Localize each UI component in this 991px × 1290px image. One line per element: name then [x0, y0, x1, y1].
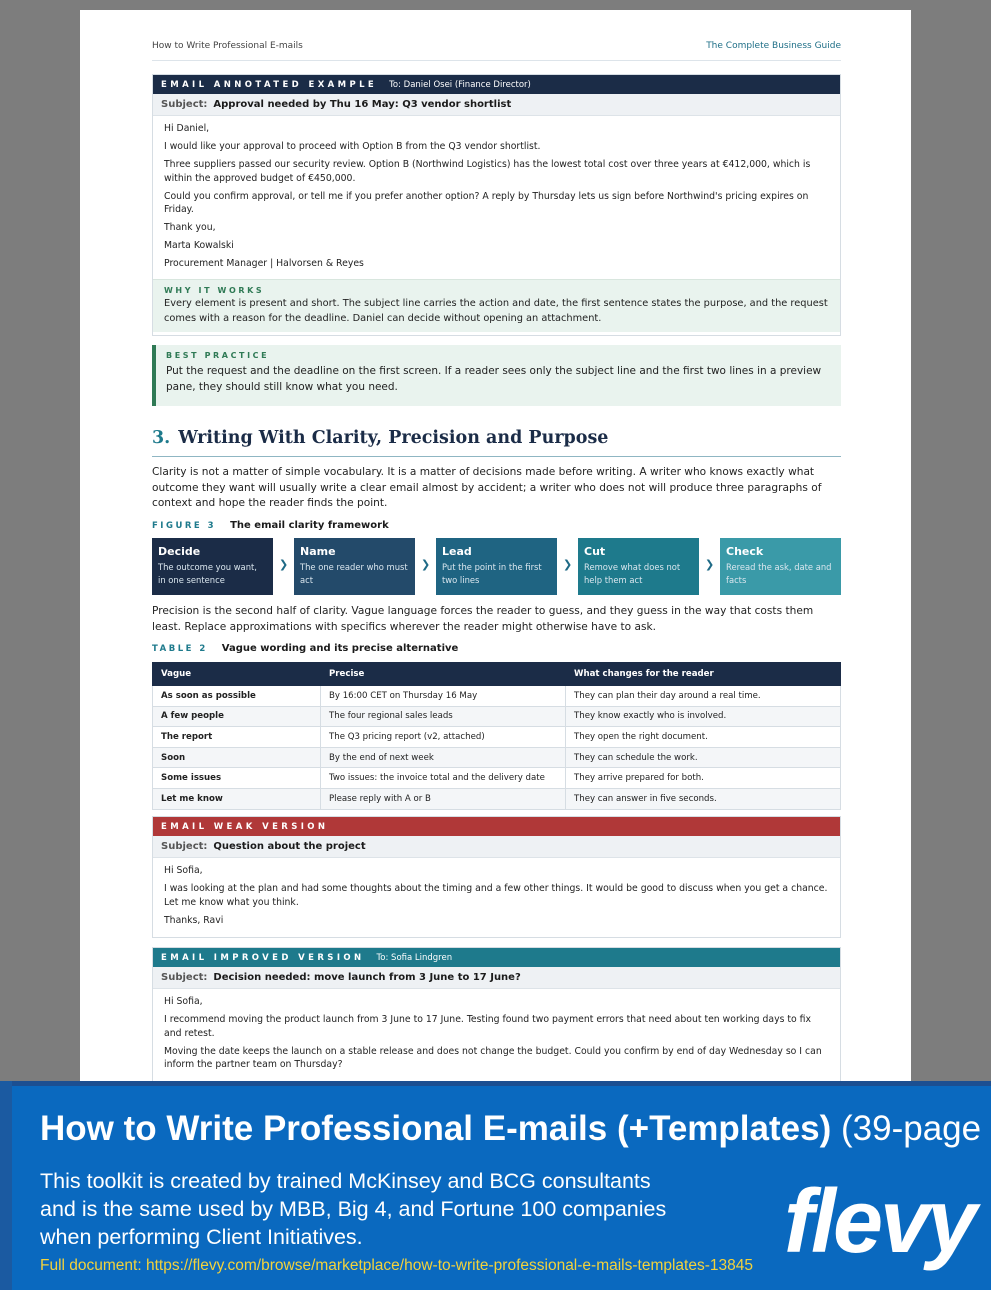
cell-reader-change: They open the right document. — [566, 727, 841, 748]
email-line: Moving the date keeps the launch on a stable release and does not change the budget. Could you confirm by end of day Wednesday so I can inform the partner team on Thursday? — [164, 1045, 822, 1070]
improved-email-card — [152, 947, 841, 1090]
framework-step-decide — [152, 538, 273, 595]
step-name: Name — [300, 545, 336, 558]
table-header-row — [153, 663, 841, 686]
email-recipient: To: Sofia Lindgren — [376, 952, 453, 963]
email-tag: EMAIL ANNOTATED EXAMPLE — [161, 79, 378, 90]
email-line: I recommend moving the product launch from 3 June to 17 June. Testing found two payment errors that need about ten working days to fix and retest. — [164, 1014, 812, 1039]
subject-label: Subject: — [161, 841, 208, 852]
table-caption — [152, 643, 458, 654]
chevron-right-icon: ❯ — [279, 558, 289, 571]
step-description: Put the point in the first two lines — [442, 562, 542, 585]
clarity-framework — [152, 538, 841, 595]
email-line: I would like your approval to proceed with Option B from the Q3 vendor shortlist. — [164, 141, 541, 152]
email-line: Three suppliers passed our security review. Option B (Northwind Logistics) has the lowest total cost over three years at €412,000, which is within the approved budget of €450,000. — [164, 159, 811, 184]
cell-vague: A few people — [153, 706, 321, 727]
table-row — [153, 727, 841, 748]
step-name: Cut — [584, 545, 606, 558]
email-tag: EMAIL IMPROVED VERSION — [161, 952, 365, 963]
why-it-works-label: WHY IT WORKS — [164, 286, 265, 295]
table-row — [153, 747, 841, 768]
email-body — [153, 989, 840, 1080]
step-description: The outcome you want, in one sentence — [158, 562, 257, 585]
cell-precise: By the end of next week — [321, 747, 566, 768]
improved-email-header — [153, 948, 840, 967]
email-subject-row — [153, 836, 840, 858]
email-signature-name: Marta Kowalski — [164, 240, 234, 251]
subject-label: Subject: — [161, 972, 208, 983]
running-header — [152, 41, 841, 61]
banner-title-main: How to Write Professional E-mails (+Templates) — [40, 1109, 832, 1148]
framework-step-check — [720, 538, 841, 595]
cell-precise: The four regional sales leads — [321, 706, 566, 727]
section-heading — [152, 428, 841, 457]
why-it-works-text: Every element is present and short. The subject line carries the action and date, the first sentence states the purpose, and the request comes with a reason for the deadline. Daniel can decide without opening an attachment. — [164, 298, 828, 324]
cell-precise: By 16:00 CET on Thursday 16 May — [321, 686, 566, 707]
cell-reader-change: They can schedule the work. — [566, 747, 841, 768]
paragraph-clarity: Clarity is not a matter of simple vocabulary. It is a matter of decisions made before writing. A writer who knows exactly what outcome they want will usually write a clear email almost by accident; a writer who does not will produce three paragraphs of context and hope the reader finds the point. — [152, 466, 822, 509]
cell-vague: Soon — [153, 747, 321, 768]
step-description: The one reader who must act — [300, 562, 408, 585]
framework-step-cut — [578, 538, 699, 595]
figure-title: The email clarity framework — [230, 520, 389, 531]
email-subject-row — [153, 94, 840, 116]
framework-step-lead — [436, 538, 557, 595]
table-row — [153, 706, 841, 727]
email-greeting: Hi Sofia, — [164, 865, 203, 876]
full-document-link[interactable]: Full document: https://flevy.com/browse/marketplace/how-to-write-professional-e-mails-templates-13845 — [40, 1257, 753, 1274]
cell-reader-change: They can answer in five seconds. — [566, 788, 841, 809]
cell-vague: As soon as possible — [153, 686, 321, 707]
banner-description: This toolkit is created by trained McKinsey and BCG consultants and is the same used by MBB, Big 4, and Fortune 100 companies when performing Client Initiatives. — [40, 1169, 667, 1249]
cell-reader-change: They know exactly who is involved. — [566, 706, 841, 727]
step-name: Lead — [442, 545, 472, 558]
banner-title-pages: (39-page — [840, 1109, 982, 1148]
cell-reader-change: They arrive prepared for both. — [566, 768, 841, 789]
column-header-vague: Vague — [153, 663, 321, 686]
table-row — [153, 686, 841, 707]
subject-text: Approval needed by Thu 16 May: Q3 vendor shortlist — [213, 99, 512, 110]
email-signature-title: Procurement Manager | Halvorsen & Reyes — [164, 258, 364, 269]
table-row — [153, 788, 841, 809]
annotated-email-header — [153, 75, 840, 94]
email-line: I was looking at the plan and had some thoughts about the timing and a few other things. It would be good to discuss when you get a chance. Let me know what you think. — [164, 883, 828, 908]
cell-precise: The Q3 pricing report (v2, attached) — [321, 727, 566, 748]
email-tag: EMAIL WEAK VERSION — [161, 821, 329, 832]
email-signoff: Thanks, Ravi — [164, 914, 224, 926]
step-description: Reread the ask, date and facts — [726, 562, 832, 585]
figure-label: FIGURE 3 — [152, 521, 217, 531]
step-name: Decide — [158, 545, 201, 558]
cell-reader-change: They can plan their day around a real time. — [566, 686, 841, 707]
why-it-works-box — [153, 279, 840, 332]
email-greeting: Hi Sofia, — [164, 996, 203, 1007]
cell-vague: The report — [153, 727, 321, 748]
email-recipient: To: Daniel Osei (Finance Director) — [389, 79, 531, 90]
table-label: TABLE 2 — [152, 644, 208, 654]
framework-step-name — [294, 538, 415, 595]
banner-title — [40, 1109, 981, 1149]
banner-left-edge — [0, 1081, 12, 1290]
weak-email-header — [153, 817, 840, 836]
chevron-right-icon: ❯ — [563, 558, 573, 571]
weak-email-card — [152, 816, 841, 938]
subject-text: Question about the project — [213, 841, 366, 852]
paragraph-precision: Precision is the second half of clarity. Vague language forces the reader to guess, and they guess in the way that costs them least. Replace approximations with specifics wherever the reader might otherwise have to ask. — [152, 605, 814, 633]
email-greeting: Hi Daniel, — [164, 123, 210, 134]
running-header-right: The Complete Business Guide — [706, 41, 841, 51]
cell-precise: Please reply with A or B — [321, 788, 566, 809]
cell-precise: Two issues: the invoice total and the delivery date — [321, 768, 566, 789]
annotated-email-card — [152, 74, 841, 336]
subject-text: Decision needed: move launch from 3 June to 17 June? — [213, 972, 521, 983]
best-practice-text: Put the request and the deadline on the first screen. If a reader sees only the subject line and the first two lines in a preview pane, they should still know what you need. — [166, 365, 822, 393]
cell-vague: Some issues — [153, 768, 321, 789]
email-subject-row — [153, 967, 840, 989]
figure-caption — [152, 520, 389, 531]
best-practice-label: BEST PRACTICE — [166, 351, 270, 360]
email-line: Could you confirm approval, or tell me if you prefer another option? A reply by Thursday lets us sign before Northwind's pricing expires on Friday. — [164, 190, 809, 215]
chevron-right-icon: ❯ — [705, 558, 715, 571]
subject-label: Subject: — [161, 99, 208, 110]
best-practice-callout — [152, 345, 841, 406]
step-description: Remove what does not help them act — [584, 562, 681, 585]
table-title: Vague wording and its precise alternative — [221, 643, 459, 654]
cell-vague: Let me know — [153, 788, 321, 809]
email-signoff: Thank you, — [164, 222, 216, 233]
banner-top-rule — [0, 1081, 991, 1086]
promo-banner — [0, 1081, 991, 1290]
table-row — [153, 768, 841, 789]
running-header-left: How to Write Professional E-mails — [152, 41, 303, 51]
email-body — [153, 116, 840, 279]
section-number: 3. — [152, 428, 171, 448]
document-page — [80, 10, 911, 1090]
step-name: Check — [726, 545, 764, 558]
flevy-logo: flevy — [784, 1172, 975, 1272]
chevron-right-icon: ❯ — [421, 558, 431, 571]
column-header-precise: Precise — [321, 663, 566, 686]
column-header-reader-change: What changes for the reader — [566, 663, 841, 686]
section-title: Writing With Clarity, Precision and Purpose — [178, 428, 609, 448]
email-body — [153, 858, 840, 936]
vague-wording-table — [152, 662, 841, 810]
